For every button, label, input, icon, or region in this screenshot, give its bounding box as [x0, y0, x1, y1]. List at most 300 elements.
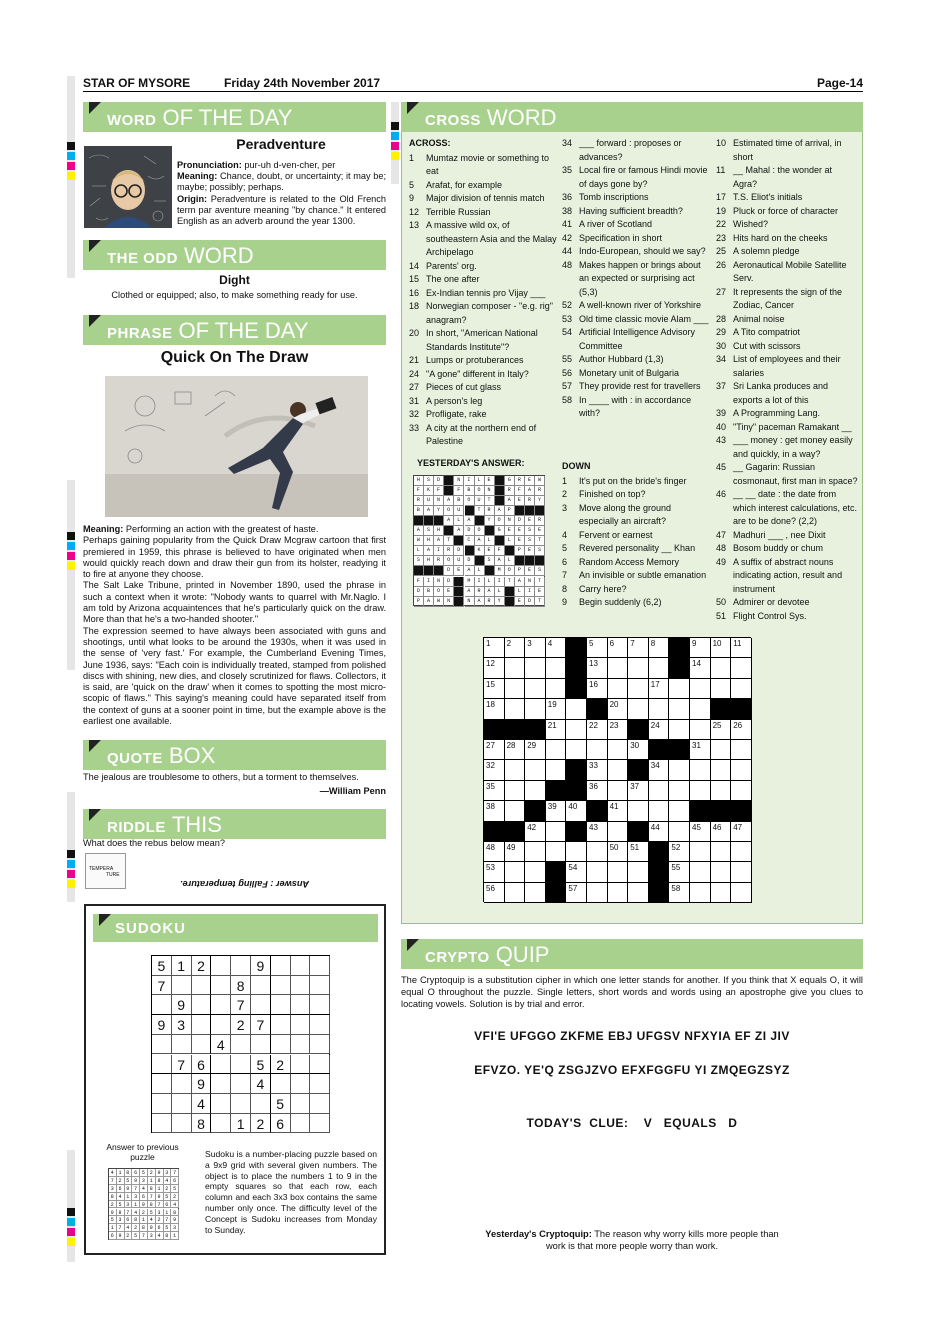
sudoku-cell[interactable]: 7 [172, 1055, 192, 1075]
crossword-cell[interactable]: 36 [587, 781, 608, 801]
sudoku-cell[interactable] [291, 1035, 311, 1055]
crossword-cell[interactable] [505, 760, 526, 780]
crossword-cell[interactable] [669, 679, 690, 699]
crossword-cell[interactable] [628, 699, 649, 719]
crossword-cell[interactable] [608, 781, 629, 801]
crossword-block [628, 822, 649, 842]
crossword-cell[interactable] [587, 862, 608, 882]
crossword-cell[interactable]: 7 [628, 638, 649, 658]
crossword-cell[interactable] [649, 781, 670, 801]
crossword-cell[interactable]: 57 [566, 883, 587, 903]
mini-sudoku-cell: 7 [125, 1209, 133, 1217]
sudoku-cell[interactable] [251, 995, 271, 1015]
crossword-cell[interactable] [587, 883, 608, 903]
mini-cell: A [515, 577, 525, 587]
sudoku-cell[interactable] [251, 1094, 271, 1114]
crossword-cell[interactable] [505, 679, 526, 699]
mini-cell: E [515, 526, 525, 536]
crossword-cell[interactable] [546, 760, 567, 780]
crossword-cell[interactable] [505, 883, 526, 903]
crossword-cell[interactable] [669, 781, 690, 801]
mini-block [495, 496, 505, 506]
crossword-cell[interactable]: 53 [484, 862, 505, 882]
pronunciation: pur-uh d-ven-cher, per [244, 160, 336, 170]
crossword-cell[interactable]: 15 [484, 679, 505, 699]
sudoku-cell[interactable] [172, 1035, 192, 1055]
crossword-cell[interactable] [628, 862, 649, 882]
mini-cell: S [535, 566, 545, 576]
crossword-cell[interactable]: 2 [505, 638, 526, 658]
crossword-cell[interactable] [566, 720, 587, 740]
sudoku-cell[interactable] [211, 1015, 231, 1035]
sudoku-cell[interactable] [231, 1055, 251, 1075]
mini-cell: G [495, 526, 505, 536]
sudoku-cell[interactable] [291, 1055, 311, 1075]
crossword-cell[interactable]: 43 [587, 822, 608, 842]
mini-block [454, 536, 464, 546]
crossword-cell[interactable]: 14 [690, 658, 711, 678]
crossword-cell[interactable]: 16 [587, 679, 608, 699]
clue-item: 49 A suffix of abstract nouns indicating action, result and instrument [716, 556, 843, 594]
crossword-cell[interactable]: 40 [566, 801, 587, 821]
sudoku-cell[interactable] [310, 1035, 330, 1055]
crossword-cell[interactable] [608, 862, 629, 882]
crossword-cell[interactable] [711, 658, 732, 678]
crossword-cell[interactable] [628, 883, 649, 903]
sudoku-cell[interactable] [291, 995, 311, 1015]
crossword-cell[interactable] [711, 781, 732, 801]
crossword-cell[interactable]: 24 [649, 720, 670, 740]
sudoku-cell[interactable]: 2 [251, 1114, 271, 1134]
sudoku-cell[interactable] [211, 995, 231, 1015]
mini-cell: L [505, 556, 515, 566]
sudoku-cell[interactable] [192, 995, 212, 1015]
sudoku-cell[interactable] [251, 1035, 271, 1055]
mini-block [475, 516, 485, 526]
mini-sudoku-cell: 3 [148, 1232, 156, 1240]
mini-cell: D [515, 516, 525, 526]
crossword-cell[interactable]: 42 [525, 822, 546, 842]
clue-item: 19 Pluck or force of character [716, 205, 839, 216]
crossword-cell[interactable] [628, 658, 649, 678]
sudoku-cell[interactable]: 2 [231, 1015, 251, 1035]
crossword-cell[interactable] [690, 699, 711, 719]
clue-item: 25 A solemn pledge [716, 246, 800, 256]
sudoku-cell[interactable] [211, 1094, 231, 1114]
crossword-cell[interactable] [525, 842, 546, 862]
crossword-cell[interactable] [731, 658, 752, 678]
sudoku-cell[interactable] [152, 1114, 172, 1134]
crossword-cell[interactable] [628, 679, 649, 699]
sudoku-cell[interactable]: 4 [192, 1094, 212, 1114]
crossword-cell[interactable]: 18 [484, 699, 505, 719]
clue-item: 32 Profligate, rake [409, 409, 487, 419]
crossword-cell[interactable] [525, 760, 546, 780]
crossword-block [525, 801, 546, 821]
sudoku-cell[interactable]: 5 [251, 1055, 271, 1075]
sudoku-cell[interactable]: 3 [172, 1015, 192, 1035]
crossword-cell[interactable]: 26 [731, 720, 752, 740]
crossword-cell[interactable] [690, 679, 711, 699]
sudoku-cell[interactable] [231, 1094, 251, 1114]
crossword-cell[interactable]: 47 [731, 822, 752, 842]
sudoku-cell[interactable]: 9 [192, 1074, 212, 1094]
mini-cell: E [535, 587, 545, 597]
mini-sudoku-cell: 5 [125, 1177, 133, 1185]
sudoku-cell[interactable] [192, 1015, 212, 1035]
sudoku-cell[interactable]: 9 [152, 1015, 172, 1035]
crossword-cell[interactable] [711, 740, 732, 760]
crossword-cell[interactable]: 5 [587, 638, 608, 658]
crossword-cell[interactable]: 11 [731, 638, 752, 658]
crossword-cell[interactable] [711, 862, 732, 882]
crossword-cell[interactable] [690, 883, 711, 903]
sudoku-cell[interactable] [310, 1114, 330, 1134]
crossword-cell[interactable]: 45 [690, 822, 711, 842]
rebus-image: TEMPERA TURE [85, 853, 126, 889]
crossword-cell[interactable] [525, 862, 546, 882]
crossword-cell[interactable] [690, 720, 711, 740]
crossword-cell[interactable]: 37 [628, 781, 649, 801]
mini-cell: S [424, 476, 434, 486]
sudoku-cell[interactable] [231, 1074, 251, 1094]
clue-item: 4 Fervent or earnest [562, 529, 653, 540]
sudoku-cell[interactable] [192, 976, 212, 996]
meaning: Chance, doubt, or uncertainty; it may be; maybe; possibly; perhaps. [177, 171, 386, 193]
crossword-cell[interactable] [525, 679, 546, 699]
crossword-cell[interactable]: 31 [690, 740, 711, 760]
crossword-cell[interactable] [690, 862, 711, 882]
sudoku-cell[interactable] [271, 1015, 291, 1035]
crossword-cell[interactable]: 56 [484, 883, 505, 903]
sudoku-cell[interactable] [172, 976, 192, 996]
sudoku-cell[interactable] [172, 1094, 192, 1114]
crossword-cell[interactable]: 54 [566, 862, 587, 882]
crossword-cell[interactable] [669, 720, 690, 740]
sudoku-cell[interactable] [211, 1074, 231, 1094]
sudoku-cell[interactable]: 7 [251, 1015, 271, 1035]
mini-cell: P [515, 566, 525, 576]
crossword-cell[interactable]: 23 [608, 720, 629, 740]
crossword-cell[interactable]: 20 [608, 699, 629, 719]
crossword-cell[interactable]: 9 [690, 638, 711, 658]
crossword-cell[interactable] [608, 760, 629, 780]
crossword-cell[interactable]: 38 [484, 801, 505, 821]
sudoku-cell[interactable] [310, 1074, 330, 1094]
mini-block [485, 526, 495, 536]
clue-item: 39 A Programming Lang. [716, 408, 821, 418]
crossword-cell[interactable]: 41 [608, 801, 629, 821]
crossword-cell[interactable] [731, 883, 752, 903]
crossword-cell[interactable]: 13 [587, 658, 608, 678]
clue-item: 8 Carry here? [562, 583, 627, 594]
sudoku-cell[interactable] [291, 1094, 311, 1114]
mini-cell: W [414, 536, 424, 546]
mini-cell: E [525, 546, 535, 556]
crossword-cell[interactable]: 1 [484, 638, 505, 658]
sudoku-cell[interactable] [271, 956, 291, 976]
crossword-cell[interactable] [525, 883, 546, 903]
sudoku-cell[interactable]: 6 [271, 1114, 291, 1134]
crossword-cell[interactable] [546, 822, 567, 842]
mini-sudoku-cell: 8 [164, 1232, 172, 1240]
sudoku-cell[interactable]: 4 [251, 1074, 271, 1094]
crossword-cell[interactable] [505, 801, 526, 821]
cryptoquip-clue: TODAY'S CLUE: V EQUALS D [526, 1116, 738, 1130]
sudoku-cell[interactable] [310, 1015, 330, 1035]
crossword-cell[interactable]: 6 [608, 638, 629, 658]
crossword-cell[interactable] [608, 740, 629, 760]
sudoku-cell[interactable] [310, 1094, 330, 1114]
sudoku-cell[interactable]: 5 [271, 1094, 291, 1114]
sudoku-cell[interactable] [152, 1055, 172, 1075]
sudoku-cell[interactable]: 9 [251, 956, 271, 976]
mini-cell: E [515, 597, 525, 607]
mini-cell: E [454, 566, 464, 576]
mini-cell: O [495, 516, 505, 526]
crossword-cell[interactable] [566, 699, 587, 719]
mini-cell: N [505, 516, 515, 526]
sudoku-cell[interactable] [152, 1074, 172, 1094]
crossword-cell[interactable] [649, 658, 670, 678]
crossword-cell[interactable]: 3 [525, 638, 546, 658]
crossword-cell[interactable] [649, 699, 670, 719]
crossword-cell[interactable]: 51 [628, 842, 649, 862]
crossword-cell[interactable] [711, 760, 732, 780]
sudoku-cell[interactable] [192, 1035, 212, 1055]
mini-sudoku-cell: 1 [117, 1169, 125, 1177]
sudoku-cell[interactable]: 7 [152, 976, 172, 996]
crossword-cell[interactable]: 58 [669, 883, 690, 903]
crossword-cell[interactable]: 29 [525, 740, 546, 760]
sudoku-cell[interactable]: 8 [192, 1114, 212, 1134]
mini-cell: S [414, 556, 424, 566]
crossword-cell[interactable] [587, 842, 608, 862]
crossword-cell[interactable] [546, 842, 567, 862]
sudoku-cell[interactable] [231, 956, 251, 976]
crossword-block [566, 658, 587, 678]
sudoku-cell[interactable] [310, 995, 330, 1015]
sudoku-cell[interactable] [211, 1114, 231, 1134]
clue-item: 41 A river of Scotland [562, 219, 653, 229]
crossword-cell[interactable]: 22 [587, 720, 608, 740]
sudoku-cell[interactable] [172, 1074, 192, 1094]
clue-item: 44 Indo-European, should we say? [562, 246, 706, 256]
crossword-cell[interactable]: 4 [546, 638, 567, 658]
crossword-cell[interactable]: 44 [649, 822, 670, 842]
mini-cell: I [434, 546, 444, 556]
sudoku-cell[interactable] [152, 1094, 172, 1114]
crossword-cell[interactable] [587, 740, 608, 760]
crossword-block [566, 822, 587, 842]
sudoku-cell[interactable]: 6 [192, 1055, 212, 1075]
clue-item: 23 Hits hard on the cheeks [716, 232, 828, 243]
crossword-block [649, 740, 670, 760]
crossword-cell[interactable] [731, 740, 752, 760]
crossword-cell[interactable] [731, 760, 752, 780]
mini-block [434, 516, 444, 526]
crossword-cell[interactable] [669, 822, 690, 842]
crossword-cell[interactable] [505, 658, 526, 678]
crossword-cell[interactable] [546, 658, 567, 678]
crossword-cell[interactable]: 8 [649, 638, 670, 658]
crossword-cell[interactable]: 10 [711, 638, 732, 658]
crossword-cell[interactable] [505, 699, 526, 719]
crossword-cell[interactable]: 32 [484, 760, 505, 780]
clue-item: 55 Author Hubbard (1,3) [562, 354, 664, 364]
crossword-cell[interactable]: 19 [546, 699, 567, 719]
mini-cell: W [434, 597, 444, 607]
crossword-cell[interactable]: 17 [649, 679, 670, 699]
clue-item: 47 Madhuri ___ , nee Dixit [716, 529, 826, 540]
crossword-cell[interactable]: 27 [484, 740, 505, 760]
clue-item: 12 Terrible Russian [409, 206, 491, 217]
crossword-block [525, 720, 546, 740]
crossword-cell[interactable]: 28 [505, 740, 526, 760]
mini-cell: A [525, 486, 535, 496]
sudoku-cell[interactable] [291, 1114, 311, 1134]
mini-cell: R [535, 486, 545, 496]
clue-item: 22 Wished? [716, 219, 769, 229]
sudoku-cell[interactable] [291, 976, 311, 996]
sudoku-cell[interactable]: 1 [172, 956, 192, 976]
crossword-cell[interactable] [690, 760, 711, 780]
sudoku-cell[interactable] [152, 1035, 172, 1055]
crossword-cell[interactable] [628, 801, 649, 821]
sudoku-cell[interactable] [310, 1055, 330, 1075]
crossword-cell[interactable] [608, 883, 629, 903]
mini-cell: L [485, 536, 495, 546]
crossword-cell[interactable] [669, 699, 690, 719]
sudoku-cell[interactable] [271, 1074, 291, 1094]
sudoku-cell[interactable]: 2 [271, 1055, 291, 1075]
crossword-cell[interactable] [608, 658, 629, 678]
sudoku-cell[interactable] [271, 976, 291, 996]
sudoku-cell[interactable]: 5 [152, 956, 172, 976]
sudoku-cell[interactable] [271, 995, 291, 1015]
sudoku-cell[interactable] [172, 1114, 192, 1134]
sudoku-cell[interactable]: 4 [211, 1035, 231, 1055]
crossword-block [566, 679, 587, 699]
crossword-cell[interactable] [711, 883, 732, 903]
mini-sudoku-cell: 5 [148, 1209, 156, 1217]
crossword-cell[interactable] [731, 842, 752, 862]
crossword-cell[interactable] [525, 658, 546, 678]
sudoku-cell[interactable] [231, 1035, 251, 1055]
crossword-cell[interactable] [731, 862, 752, 882]
sudoku-cell[interactable] [211, 976, 231, 996]
crossword-cell[interactable]: 50 [608, 842, 629, 862]
crossword-cell[interactable]: 34 [649, 760, 670, 780]
crossword-cell[interactable] [525, 781, 546, 801]
crossword-cell[interactable] [711, 842, 732, 862]
crossword-cell[interactable] [649, 801, 670, 821]
crossword-cell[interactable] [525, 699, 546, 719]
mini-cell: S [525, 536, 535, 546]
crossword-cell[interactable]: 48 [484, 842, 505, 862]
mini-cell: T [535, 577, 545, 587]
paper-name: STAR OF MYSORE [83, 76, 191, 90]
clue-item: 6 Random Access Memory [562, 556, 680, 567]
mini-sudoku-cell: 1 [171, 1232, 179, 1240]
sudoku-cell[interactable] [152, 995, 172, 1015]
crossword-cell[interactable] [608, 822, 629, 842]
sudoku-cell[interactable] [291, 956, 311, 976]
crossword-cell[interactable]: 55 [669, 862, 690, 882]
crossword-cell[interactable] [711, 679, 732, 699]
crossword-cell[interactable] [566, 740, 587, 760]
mini-cell: T [535, 536, 545, 546]
crossword-block [649, 883, 670, 903]
crossword-cell[interactable] [546, 740, 567, 760]
crossword-cell[interactable]: 35 [484, 781, 505, 801]
crossword-cell[interactable]: 21 [546, 720, 567, 740]
crossword-cell[interactable] [505, 781, 526, 801]
mini-sudoku-cell: 1 [148, 1177, 156, 1185]
crossword-cell[interactable]: 52 [669, 842, 690, 862]
crossword-cell[interactable] [669, 760, 690, 780]
crossword-cell[interactable] [731, 679, 752, 699]
odd-word-text: Clothed or equipped; also, to make something ready for use. [111, 290, 358, 300]
quote-band: QUOTE BOX [83, 740, 386, 770]
mini-cell: T [485, 496, 495, 506]
crossword-block [546, 781, 567, 801]
crossword-cell[interactable] [608, 679, 629, 699]
mini-sudoku-cell: 8 [125, 1169, 133, 1177]
crossword-cell[interactable] [690, 781, 711, 801]
crossword-cell[interactable] [690, 842, 711, 862]
mini-block [434, 566, 444, 576]
crossword-cell[interactable] [505, 862, 526, 882]
crossword-cell[interactable] [669, 801, 690, 821]
mini-cell: E [515, 496, 525, 506]
sudoku-cell[interactable] [271, 1035, 291, 1055]
clue-item: 33 A city at the northern end of Palestine [409, 422, 537, 446]
crossword-cell[interactable]: 49 [505, 842, 526, 862]
mini-cell: D [454, 546, 464, 556]
sudoku-cell[interactable]: 7 [231, 995, 251, 1015]
mini-cell: R [444, 546, 454, 556]
sudoku-cell[interactable]: 2 [192, 956, 212, 976]
sudoku-cell[interactable] [291, 1015, 311, 1035]
crossword-cell[interactable]: 12 [484, 658, 505, 678]
clue-item: 57 They provide rest for travellers [562, 381, 701, 391]
mini-cell: U [475, 496, 485, 506]
crossword-cell[interactable]: 39 [546, 801, 567, 821]
sudoku-cell[interactable]: 9 [172, 995, 192, 1015]
crossword-cell[interactable] [546, 679, 567, 699]
sudoku-cell[interactable] [251, 976, 271, 996]
sudoku-cell[interactable]: 1 [231, 1114, 251, 1134]
mini-cell: E [505, 526, 515, 536]
sudoku-cell[interactable] [291, 1074, 311, 1094]
crossword-cell[interactable]: 33 [587, 760, 608, 780]
mini-cell: A [495, 556, 505, 566]
crossword-cell[interactable]: 46 [711, 822, 732, 842]
sudoku-cell[interactable] [211, 1055, 231, 1075]
sudoku-cell[interactable]: 8 [231, 976, 251, 996]
clue-item: 30 Cut with scissors [716, 340, 801, 351]
sudoku-cell[interactable] [211, 956, 231, 976]
sudoku-cell[interactable] [310, 956, 330, 976]
sudoku-cell[interactable] [310, 976, 330, 996]
crossword-cell[interactable] [566, 842, 587, 862]
crossword-cell[interactable] [731, 781, 752, 801]
crossword-cell[interactable]: 25 [711, 720, 732, 740]
crossword-cell[interactable]: 30 [628, 740, 649, 760]
mini-cell: T [444, 536, 454, 546]
word-of-day-text: Pronunciation: pur-uh d-ven-cher, per Meaning: Chance, doubt, or uncertainty; it may be; maybe; possibly; perhaps. Origin: Peradventure is related to the Old French term par aventure meaning "by chance." It entered English as an adverb around the year 1300. [177, 160, 386, 227]
